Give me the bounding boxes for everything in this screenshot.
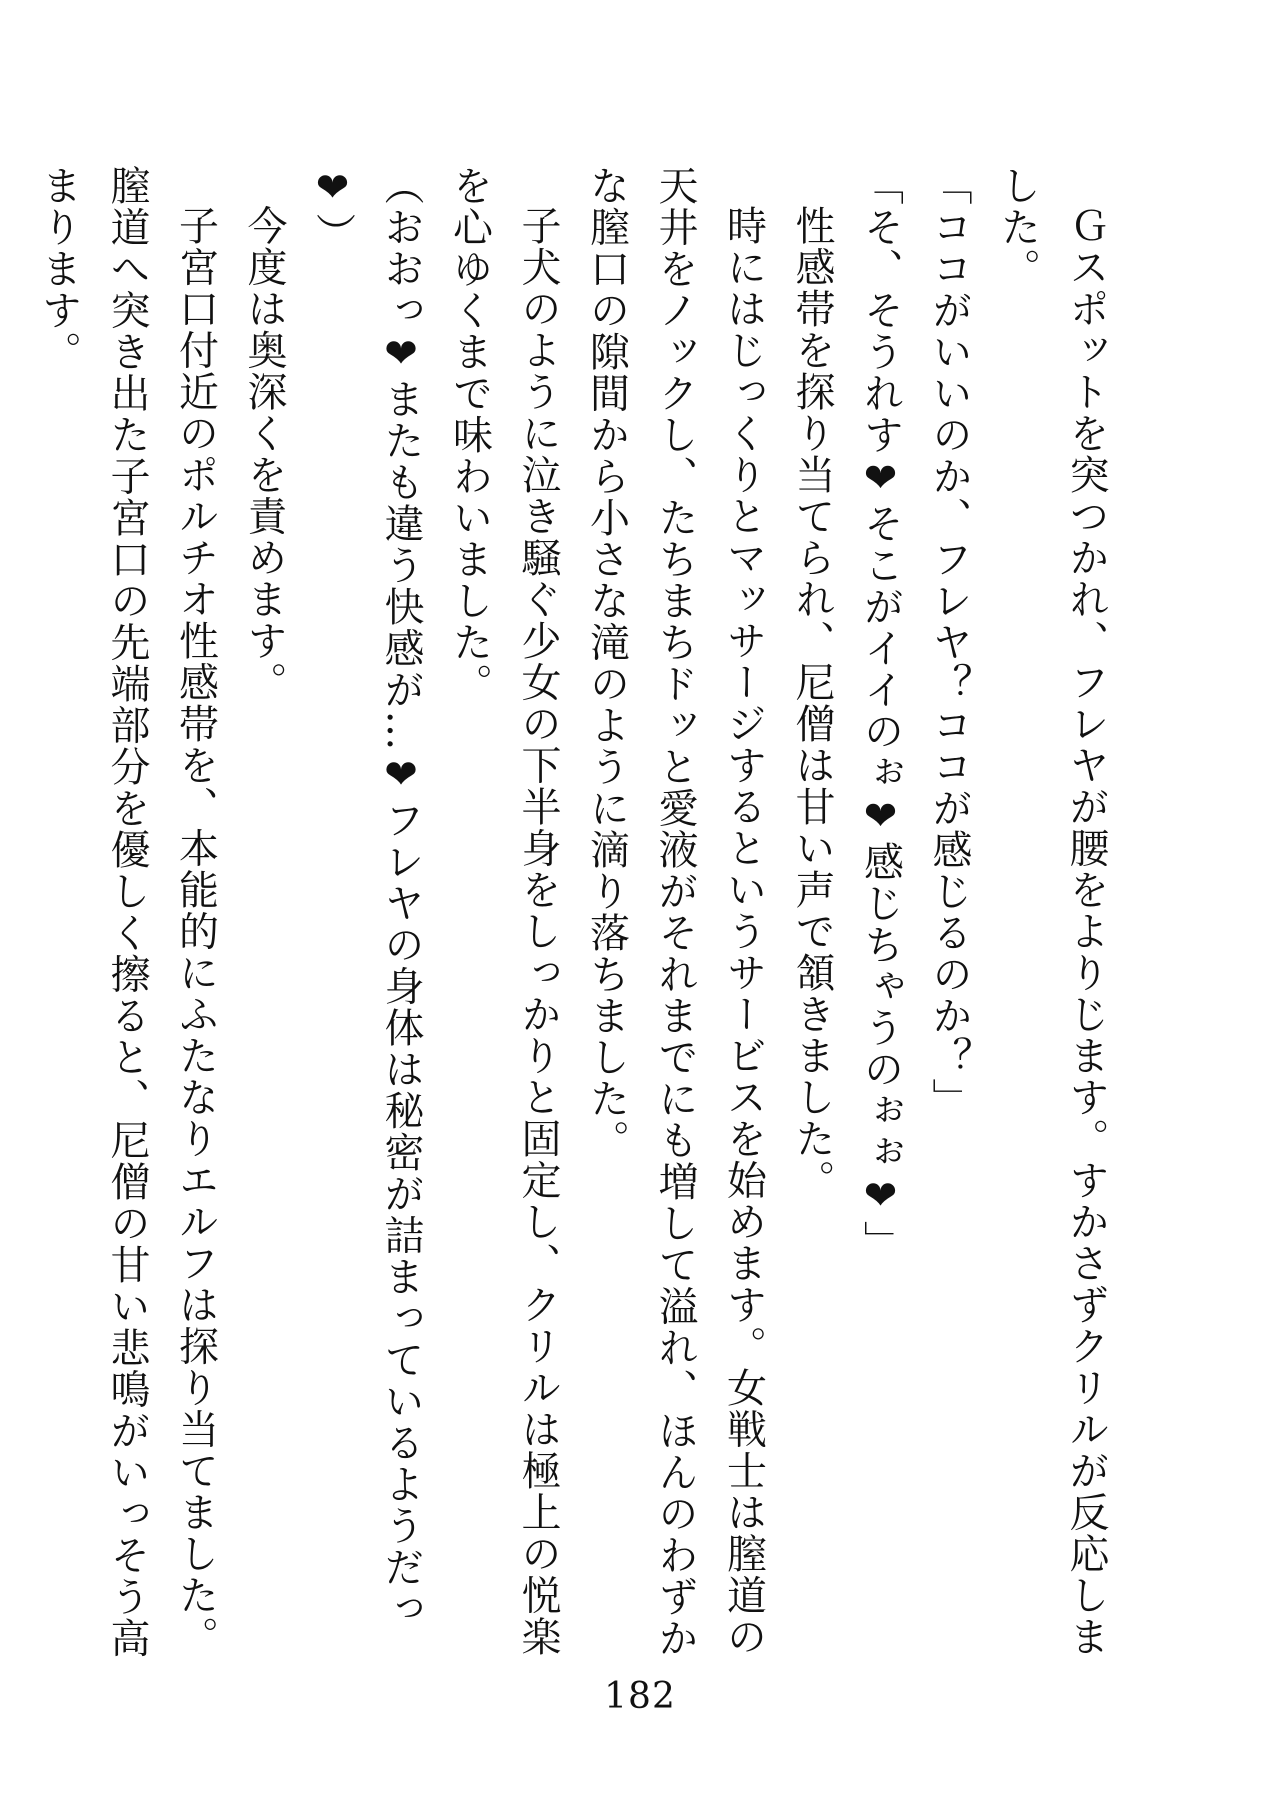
paragraph-6: 子犬のように泣き騒ぐ少女の下半身をしっかりと固定し、クリルは極上の悦楽を心ゆくまで味わいました。 <box>446 165 561 1658</box>
paragraph-2-dialogue: 「ココがいいのか、フレヤ？ココが感じるのか？」 <box>926 165 972 1120</box>
paragraph-3-dialogue: 「そ、そうれす❤そこがイイのぉ❤感じちゃうのぉぉ❤」 <box>857 165 904 1262</box>
paragraph-7-thought: （おおっ❤またも違う快感が…❤フレヤの身体は秘密が詰まっているようだっ❤） <box>309 165 424 1630</box>
page-number: 182 <box>604 1676 676 1717</box>
paragraph-9: 子宮口付近のポルチオ性感帯を、本能的にふたなりエルフは探り当てました。膣道へ突き出た子宮口の先端部分を優しく擦ると、尼僧の甘い悲鳴がいっそう高まります。 <box>35 165 219 1659</box>
paragraph-5: 時にはじっくりとマッサージするというサービスを始めます。女戦士は膣道の天井をノックし、たちまちドッと愛液がそれまでにも増して溢れ、ほんのわずかな膣口の隙間から小さな滝のように滴り落ちました。 <box>583 165 767 1659</box>
paragraph-1: Ｇスポットを突つかれ、フレヤが腰をよりじます。すかさずクリルが反応しました。 <box>994 165 1109 1658</box>
paragraph-8: 今度は奥深くを責めます。 <box>241 205 287 703</box>
body-text <box>35 165 1120 1665</box>
paragraph-4: 性感帯を探り当てられ、尼僧は甘い声で頷きました。 <box>789 205 835 1201</box>
